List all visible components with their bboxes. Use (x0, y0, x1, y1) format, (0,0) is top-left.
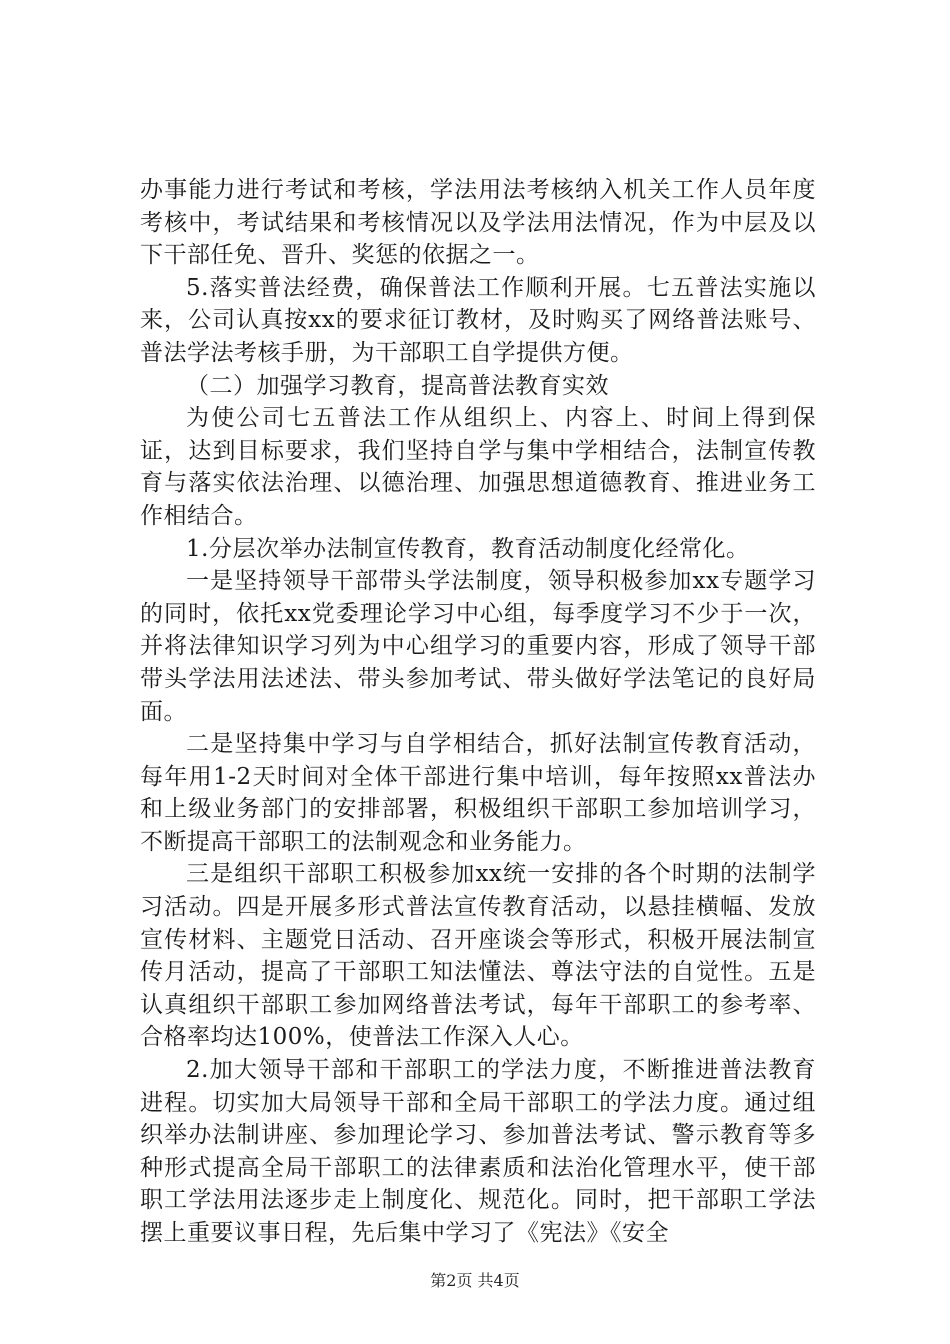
section-heading: （二）加强学习教育，提高普法教育实效 (186, 372, 609, 399)
paragraph-6: 三是组织干部职工积极参加xx统一安排的各个时期的法制学习活动。四是开展多形式普法宣传教育活动，以悬挂横幅、发放宣传材料、主题党日活动、召开座谈会等形式，积极开展法制宣传月活动，提高了干部职工知法懂法、尊法守法的自觉性。五是认真组织干部职工参加网络普法考试，每年干部职工的参考率、合格率均达100%，使普法工作深入人心。 (140, 861, 816, 1051)
paragraph-3: 为使公司七五普法工作从组织上、内容上、时间上得到保证，达到目标要求，我们坚持自学与集中学相结合，法制宣传教育与落实依法治理、以德治理、加强思想道德教育、推进业务工作相结合。 (140, 405, 816, 529)
paragraph-1: 办事能力进行考试和考核，学法用法考核纳入机关工作人员年度考核中，考试结果和考核情况以及学法用法情况，作为中层及以下干部任免、晋升、奖惩的依据之一。 (140, 177, 816, 269)
subheading-1: 1.分层次举办法制宣传教育，教育活动制度化经常化。 (186, 535, 750, 562)
paragraph-7: 2.加大领导干部和干部职工的学法力度，不断推进普法教育进程。切实加大局领导干部和全局干部职工的学法力度。通过组织举办法制讲座、参加理论学习、参加普法考试、警示教育等多种形式提高全局干部职工的法律素质和法治化管理水平，使干部职工学法用法逐步走上制度化、规范化。同时，把干部职工学法摆上重要议事日程，先后集中学习了《宪法》《安全 (140, 1057, 816, 1246)
page-number-footer: 第2页 共4页 (430, 1271, 520, 1290)
paragraph-4: 一是坚持领导干部带头学法制度，领导积极参加xx专题学习的同时，依托xx党委理论学习中心组，每季度学习不少于一次，并将法律知识学习列为中心组学习的重要内容，形成了领导干部带头学法用法述法、带头参加考试、带头做好学法笔记的良好局面。 (140, 568, 816, 725)
paragraph-2: 5.落实普法经费，确保普法工作顺利开展。七五普法实施以来，公司认真按xx的要求征订教材，及时购买了网络普法账号、普法学法考核手册，为干部职工自学提供方便。 (140, 274, 816, 366)
document-body (140, 174, 816, 1250)
paragraph-5: 二是坚持集中学习与自学相结合，抓好法制宣传教育活动，每年用1-2天时间对全体干部进行集中培训，每年按照xx普法办和上级业务部门的安排部署，积极组织干部职工参加培训学习，不断提高干部职工的法制观念和业务能力。 (140, 731, 816, 855)
